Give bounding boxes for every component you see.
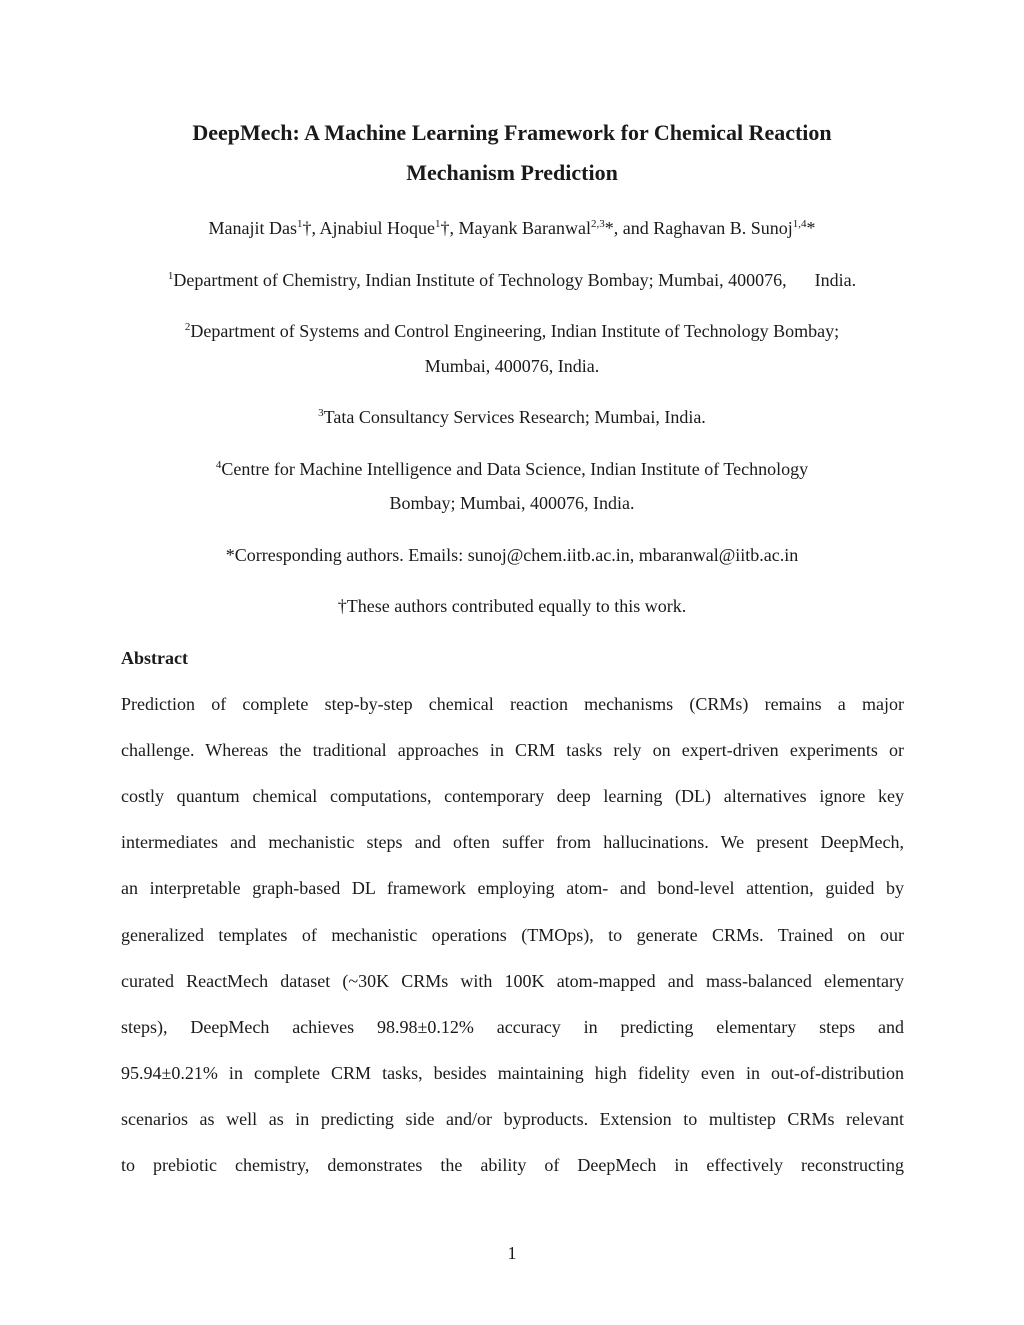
author-name: Manajit Das xyxy=(208,218,298,238)
affiliation-marker: 1 xyxy=(167,270,174,282)
corresponding-authors: *Corresponding authors. Emails: sunoj@chem.iitb.ac.in, mbaranwal@iitb.ac.in xyxy=(225,545,799,565)
affiliation-4-line-2: Bombay; Mumbai, 400076, India. xyxy=(389,493,635,513)
affiliation-3 xyxy=(0,407,1024,428)
abstract-line: 95.94±0.21% in complete CRM tasks, besides maintaining high fidelity even in out-of-distribution xyxy=(121,1063,904,1083)
affiliation-text: Centre for Machine Intelligence and Data Science, Indian Institute of Technology xyxy=(221,459,809,479)
affiliation-marker: 2 xyxy=(184,321,191,333)
affiliation-text: Department of Chemistry, Indian Institute of Technology Bombay; Mumbai, 400076, xyxy=(173,270,787,290)
abstract-line: curated ReactMech dataset (~30K CRMs with 100K atom-mapped and mass-balanced elementary xyxy=(121,971,904,991)
abstract-line: Prediction of complete step-by-step chemical reaction mechanisms (CRMs) remains a major xyxy=(121,694,904,714)
author-name: Ajnabiul Hoque xyxy=(319,218,436,238)
author-affiliation-marker: 1 xyxy=(435,218,441,230)
page-number: 1 xyxy=(507,1243,517,1263)
author-affiliation-marker: 2,3 xyxy=(590,218,605,230)
author-list xyxy=(0,218,1024,239)
author-separator: * xyxy=(806,218,816,238)
affiliation-4-line-1 xyxy=(0,459,1024,480)
affiliation-text: India. xyxy=(814,270,857,290)
abstract-line: scenarios as well as in predicting side and/or byproducts. Extension to multistep CRMs relevant xyxy=(121,1109,904,1129)
author-separator: †, xyxy=(302,218,320,238)
abstract-line: costly quantum chemical computations, contemporary deep learning (DL) alternatives ignore key xyxy=(121,786,904,806)
author-separator: *, and xyxy=(604,218,654,238)
affiliation-text: Tata Consultancy Services Research; Mumbai, India. xyxy=(323,407,706,427)
affiliation-2-line-2: Mumbai, 400076, India. xyxy=(424,356,600,376)
author-affiliation-marker: 1 xyxy=(297,218,303,230)
affiliation-1 xyxy=(0,270,1024,291)
abstract-line: challenge. Whereas the traditional approaches in CRM tasks rely on expert-driven experiments or xyxy=(121,740,904,760)
author-separator: †, xyxy=(440,218,459,238)
affiliation-text: Department of Systems and Control Engineering, Indian Institute of Technology Bombay; xyxy=(190,321,840,341)
abstract-line: an interpretable graph-based DL framework employing atom- and bond-level attention, guided by xyxy=(121,878,904,898)
abstract-line: intermediates and mechanistic steps and often suffer from hallucinations. We present DeepMech, xyxy=(121,832,904,852)
abstract-line: steps), DeepMech achieves 98.98±0.12% accuracy in predicting elementary steps and xyxy=(121,1017,904,1037)
author-name: Raghavan B. Sunoj xyxy=(653,218,793,238)
equal-contribution-note: †These authors contributed equally to this work. xyxy=(337,596,687,616)
affiliation-marker: 4 xyxy=(215,459,222,471)
abstract-heading: Abstract xyxy=(121,648,188,668)
abstract-line: generalized templates of mechanistic operations (TMOps), to generate CRMs. Trained on our xyxy=(121,925,904,945)
author-affiliation-marker: 1,4 xyxy=(792,218,807,230)
affiliation-marker: 3 xyxy=(318,407,324,419)
abstract-line: to prebiotic chemistry, demonstrates the ability of DeepMech in effectively reconstructing xyxy=(121,1155,904,1175)
paper-title-line-1: DeepMech: A Machine Learning Framework for Chemical Reaction xyxy=(192,120,832,145)
paper-title-line-2: Mechanism Prediction xyxy=(406,160,618,185)
author-name: Mayank Baranwal xyxy=(458,218,591,238)
affiliation-2-line-1 xyxy=(0,321,1024,342)
